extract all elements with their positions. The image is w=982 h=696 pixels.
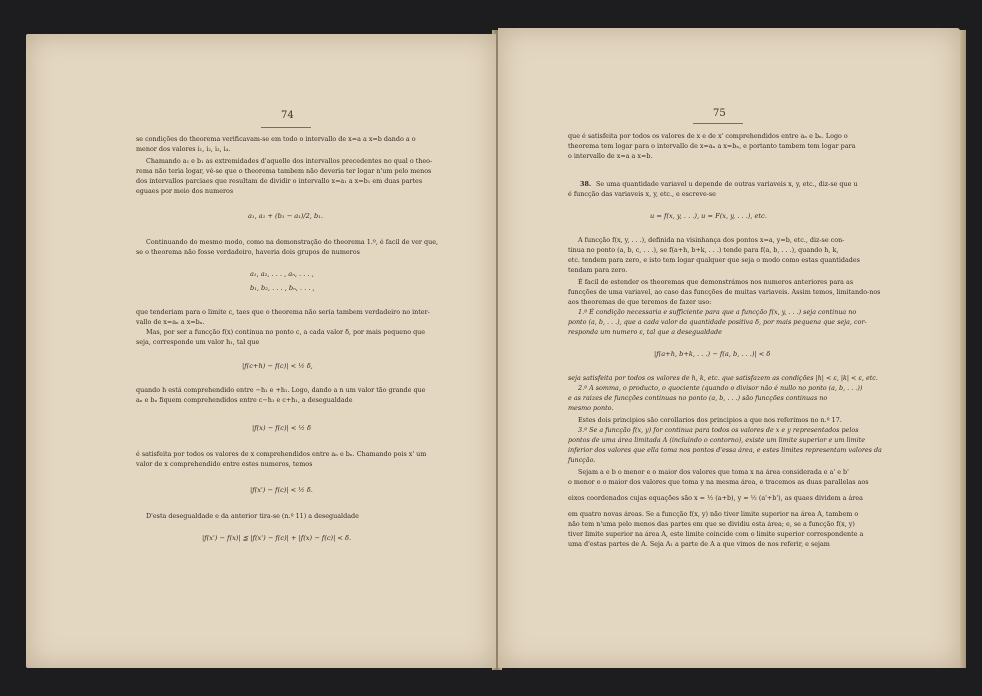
text-line: é funcção das variaveis x, y, etc., e escreve-se <box>568 190 716 198</box>
left-page <box>26 34 496 668</box>
text-line: que tenderiam para o limite c, taes que o theorema não seria tambem verdadeiro no inter- <box>136 308 430 316</box>
text-line: funcção. <box>568 456 596 464</box>
text-line: se condições do theorema verificavam-se em todo o intervallo de x=a a x=b dando a o <box>136 135 416 143</box>
text-line: ponto (a, b, . . .), que a cada valor da quantidade positiva δ, por mais pequena que seja, cor- <box>568 318 867 326</box>
text-line: 3.º Se a funcção f(x, y) for continua para todos os valores de x e y representados pelos <box>578 426 859 434</box>
equation: |f(x) − f(c)| < ½ δ <box>252 424 311 432</box>
text-line: e as raizes de funcções continuas no ponto (a, b, . . .) são funcções continuas no <box>568 394 828 402</box>
text-line: 2.º A somma, o producto, o quociente (quando o divisor não é nullo no ponto (a, b, . . .)) <box>578 384 863 392</box>
text-line: 1.º É condição necessaria e sufficiente para que a funcção f(x, y, . . .) seja continua no <box>578 308 857 316</box>
text-line: pontos de uma área limitada A (incluindo o contorno), existe um limite superior e um limite <box>568 436 866 444</box>
text-line: uma d'estas partes de A. Seja A₁ a parte de A a que vimos de nos referir, e sejam <box>568 540 830 548</box>
text-line: responda um numero ε, tal que a desegualdade <box>568 328 722 336</box>
right-page <box>498 28 960 668</box>
text-line: mesmo ponto. <box>568 404 614 412</box>
text-line: se o theorema não fosse verdadeiro, haveria dois grupos de numeros <box>136 248 360 256</box>
page-number: 74 <box>281 110 294 121</box>
text-line: dos intervallos parciaes que resultam de dividir o intervallo x=a₁ a x=b₁ em duas partes <box>136 177 423 185</box>
text-line: tendam para zero. <box>568 266 628 274</box>
equation: |f(c+h) − f(c)| < ½ δ, <box>242 362 313 370</box>
text-line: tiver limite superior na área A, este limite coincide com o limite superior correspondente a <box>568 530 864 538</box>
text-line: É facil de estender os theoremas que demonstrámos nos numeros anteriores para as <box>578 278 854 286</box>
text-line: etc. tendem para zero, e isto tem logar qualquer que seja o modo como estas quantidades <box>568 256 860 264</box>
text-line: seja, corresponde um valor h₁, tal que <box>136 338 260 346</box>
text-line: que é satisfeita por todos os valores de x e de x' comprehendidos entre aₙ e bₙ. Logo o <box>568 132 848 140</box>
equation: a₁, a₂, . . . , aₙ, . . . , <box>250 270 314 278</box>
text-line: Estes dois principios são corollarios dos principios a que nos referimos no n.º 17. <box>578 416 842 424</box>
text-line: vallo de x=aₙ a x=bₙ. <box>136 318 205 326</box>
equation: |f(x') − f(x)| ≦ |f(x') − f(c)| + |f(x) − f(c)| < δ. <box>202 534 352 542</box>
text-line: aₙ e bₙ fiquem comprehendidos entre c−h₁ e c+h₁, a desegualdade <box>136 396 353 404</box>
text-line: funcções de uma variavel, ao caso das funcções de muitas variaveis. Assim temos, limitando-nos <box>568 288 881 296</box>
text-line: é satisfeita por todos os valores de x comprehendidos entre aₙ e bₙ. Chamando pois x' um <box>136 450 427 458</box>
text-line: eguaes por meio dos numeros <box>136 187 234 195</box>
text-line: quando h está comprehendido entre −h₁ e +h₁. Logo, dando a n um valor tão grande que <box>136 386 426 394</box>
text-line: Chamando a₁ e b₁ as extremidades d'aquelle dos intervallos precedentes no qual o theo- <box>146 157 433 165</box>
text-line: Sejam a e b o menor e o maior dos valores que toma x na área considerada e a' e b' <box>578 468 849 476</box>
text-line: menor dos valores i₁, i₂, i₃, i₄. <box>136 145 231 153</box>
section-number: 38. <box>580 180 592 188</box>
equation: |f(a+h, b+k, . . .) − f(a, b, . . .)| < δ <box>654 350 771 358</box>
text-line: Continuando do mesmo modo, como na demonstração do theorema 1.º, é facil de ver que, <box>146 238 439 246</box>
text-line: não tem n'uma pelo menos das partes em que se dividiu esta área; e, se a funcção f(x, y) <box>568 520 855 528</box>
equation: |f(x') − f(c)| < ½ δ. <box>250 486 313 494</box>
equation: b₁, b₂, . . . , bₙ, . . . , <box>250 284 315 292</box>
page-number-rule <box>693 123 743 124</box>
page-number-rule <box>261 127 311 128</box>
equation: u = f(x, y, . . .), u = F(x, y, . . .), etc. <box>650 212 767 220</box>
page-number: 75 <box>713 108 726 119</box>
text-line: o intervallo de x=a a x=b. <box>568 152 653 160</box>
text-line: A funcção f(x, y, . . .), definida na visinhança dos pontos x=a, y=b, etc., diz-se con- <box>578 236 845 244</box>
text-line: rema não teria logar, vê-se que o theorema tambem não deveria ter logar n'um pelo menos <box>136 167 432 175</box>
equation: a₁, a₁ + (b₁ − a₁)/2, b₁. <box>248 212 323 220</box>
text-line: inferior dos valores que ella toma nos pontos d'essa área, e estes limites representam valores da <box>568 446 882 454</box>
text-line: Se uma quantidade variavel u depende de outras variaveis x, y, etc., diz-se que u <box>596 180 858 188</box>
text-line: seja satisfeita por todos os valores de h, k, etc. que satisfazem as condições |h| < ε, |k| < ε, etc. <box>568 374 878 382</box>
text-line: tinua no ponto (a, b, c, . . .), se f(a+h, b+k, . . .) tende para f(a, b, . . .), quando h, k, <box>568 246 839 254</box>
text-line: aos theoremas de que teremos de fazer uso: <box>568 298 712 306</box>
text-line: em quatro novas áreas. Se a funcção f(x, y) não tiver limite superior na área A, tambem o <box>568 510 859 518</box>
text-line: o menor e o maior dos valores que toma y na mesma área, e tracemos as duas parallelas aos <box>568 478 869 486</box>
text-line: valor de x comprehendido entre estes numeros, temos <box>136 460 313 468</box>
text-line: D'esta desegualdade e da anterior tira-se (n.º 11) a desegualdade <box>146 512 359 520</box>
text-line: theorema tem logar para o intervallo de x=aₙ a x=bₙ, e portanto tambem tem logar para <box>568 142 856 150</box>
text-line: Mas, por ser a funcção f(x) continua no ponto c, a cada valor δ, por mais pequeno que <box>146 328 426 336</box>
text-line: eixos coordenados cujas equações são x = ½ (a+b), y = ½ (a'+b'), as quaes dividem a área <box>568 494 863 502</box>
